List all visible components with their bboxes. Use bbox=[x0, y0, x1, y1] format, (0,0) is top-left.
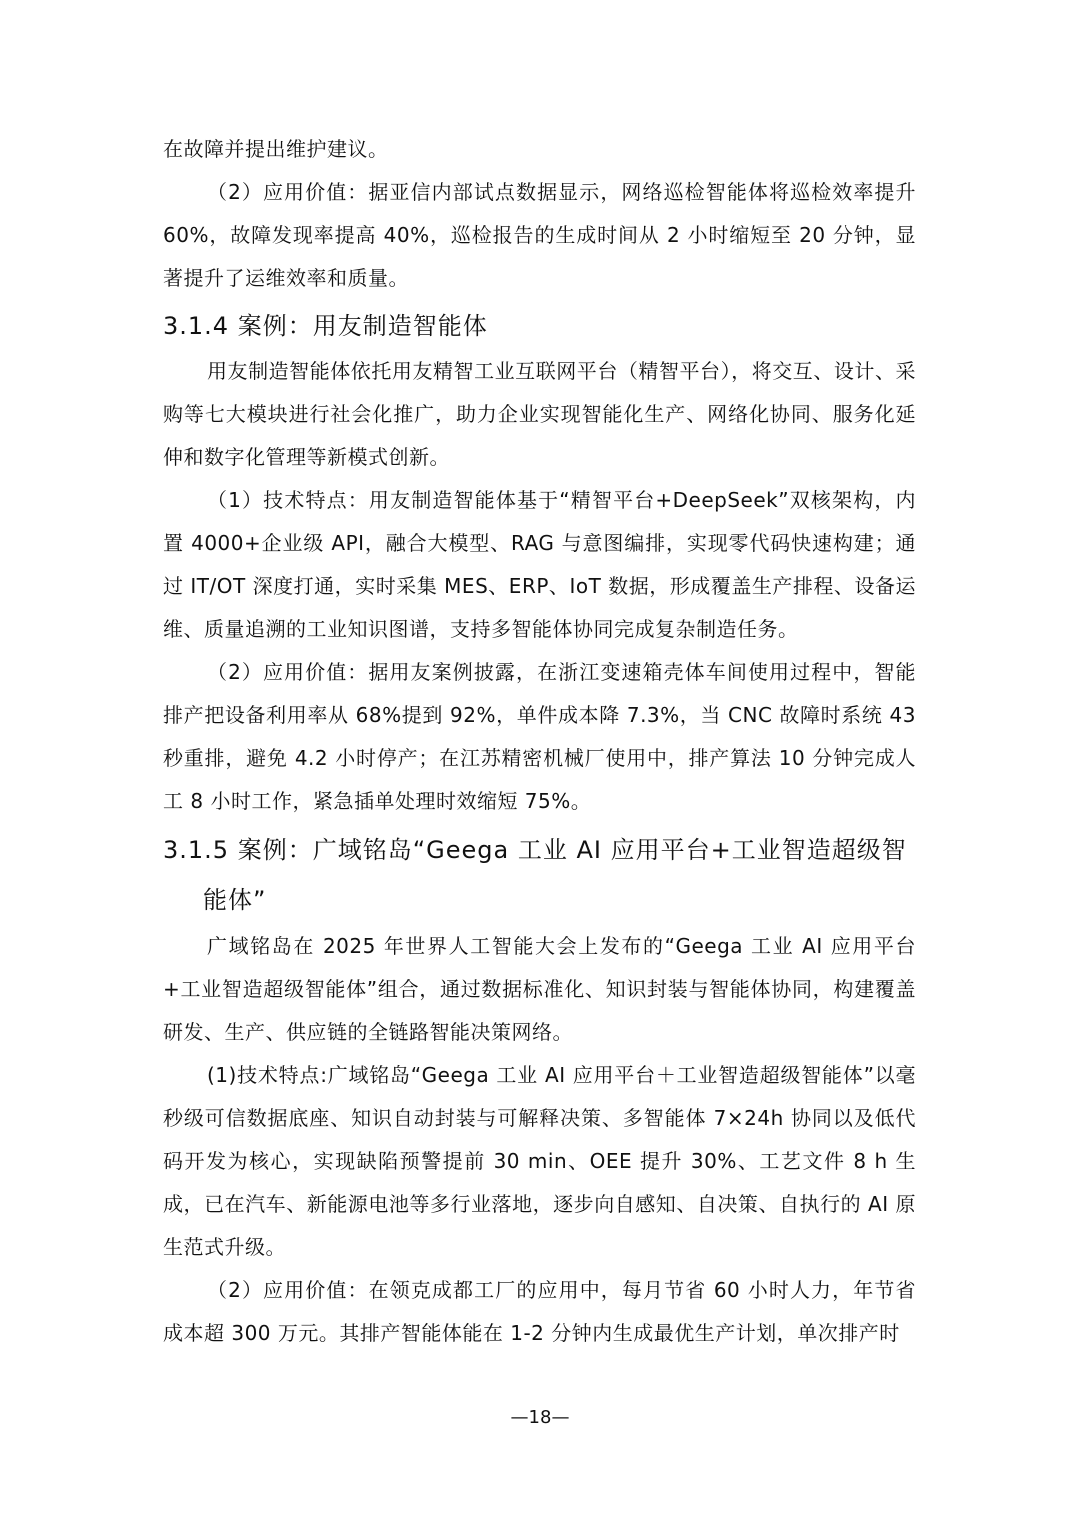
paragraph-geega-tech-features: (1)技术特点:广域铭岛“Geega 工业 AI 应用平台＋工业智造超级智能体”以毫秒级可信数据底座、知识自动封装与可解释决策、多智能体 7×24h 协同以及低代码开发为核心，实现缺陷预警提前 30 min、OEE 提升 30%、工艺文件 8 h 生成，已在汽车、新能源电池等多行业落地，逐步向自感知、自决策、自执行的 AI 原生范式升级。 bbox=[163, 1063, 916, 1259]
section-heading-3-1-5: 3.1.5 案例：广域铭岛“Geega 工业 AI 应用平台+工业智造超级智能体” bbox=[163, 836, 907, 914]
paragraph-yonyou-intro: 用友制造智能体依托用友精智工业互联网平台（精智平台），将交互、设计、采购等七大模块进行社会化推广，助力企业实现智能化生产、网络化协同、服务化延伸和数字化管理等新模式创新。 bbox=[163, 359, 916, 469]
page-number: —18— bbox=[510, 1407, 570, 1428]
paragraph-application-value-asiainfo: （2）应用价值：据亚信内部试点数据显示，网络巡检智能体将巡检效率提升 60%，故障发现率提高 40%，巡检报告的生成时间从 2 小时缩短至 20 分钟，显著提升了运维效率和质量。 bbox=[163, 180, 916, 290]
paragraph-yonyou-tech-features: （1）技术特点：用友制造智能体基于“精智平台+DeepSeek”双核架构，内置 4000+企业级 API，融合大模型、RAG 与意图编排，实现零代码快速构建；通过 IT/OT 深度打通，实时采集 MES、ERP、IoT 数据，形成覆盖生产排程、设备运维、质量追溯的工业知识图谱，支持多智能体协同完成复杂制造任务。 bbox=[163, 488, 916, 641]
paragraph-geega-intro: 广域铭岛在 2025 年世界人工智能大会上发布的“Geega 工业 AI 应用平台+工业智造超级智能体”组合，通过数据标准化、知识封装与智能体协同，构建覆盖研发、生产、供应链的全链路智能决策网络。 bbox=[163, 934, 916, 1044]
page-body bbox=[163, 128, 916, 1355]
section-heading-3-1-4: 3.1.4 案例：用友制造智能体 bbox=[163, 312, 488, 340]
paragraph-continued: 在故障并提出维护建议。 bbox=[163, 137, 389, 161]
paragraph-yonyou-application-value: （2）应用价值：据用友案例披露，在浙江变速箱壳体车间使用过程中，智能排产把设备利用率从 68%提到 92%，单件成本降 7.3%，当 CNC 故障时系统 43 秒重排，避免 4.2 小时停产；在江苏精密机械厂使用中，排产算法 10 分钟完成人工 8 小时工作，紧急插单处理时效缩短 75%。 bbox=[163, 660, 916, 813]
paragraph-geega-application-value: （2）应用价值：在领克成都工厂的应用中，每月节省 60 小时人力，年节省成本超 300 万元。其排产智能体能在 1-2 分钟内生成最优生产计划，单次排产时 bbox=[163, 1278, 916, 1345]
